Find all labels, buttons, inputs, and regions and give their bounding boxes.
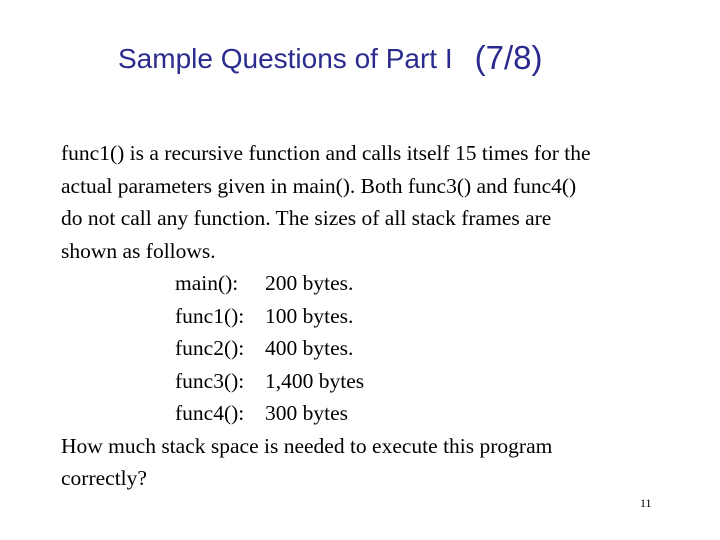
page-number: 11	[640, 496, 652, 510]
slide-body	[61, 137, 681, 495]
intro-line: func1() is a recursive function and calls itself 15 times for the	[61, 141, 591, 165]
frame-size: 200 bytes.	[265, 271, 354, 295]
intro-line: actual parameters given in main(). Both func3() and func4()	[61, 173, 577, 198]
frame-name: func3():	[175, 368, 245, 393]
frame-name: func1():	[175, 303, 245, 328]
frame-size: 1,400 bytes	[265, 368, 365, 393]
slide-title-number: (7/8)	[474, 39, 543, 76]
frame-size: 100 bytes.	[265, 303, 354, 328]
frame-name: func2():	[175, 336, 245, 360]
stack-frame-row-main	[61, 267, 681, 300]
slide-title	[118, 38, 542, 76]
frame-name: main():	[175, 271, 239, 295]
stack-frame-row-func1	[61, 300, 681, 333]
stack-frame-row-func3	[61, 365, 681, 398]
frame-size: 300 bytes	[265, 401, 349, 425]
intro-line: shown as follows.	[61, 238, 216, 263]
slide-title-text: Sample Questions of Part I	[118, 43, 453, 74]
stack-frame-row-func4	[61, 397, 681, 430]
frame-size: 400 bytes.	[265, 336, 354, 360]
question-line: correctly?	[61, 466, 147, 490]
stack-frame-row-func2	[61, 332, 681, 365]
frame-name: func4():	[175, 401, 245, 425]
question-line: How much stack space is needed to execute this program	[61, 433, 553, 458]
intro-line: do not call any function. The sizes of all stack frames are	[61, 206, 552, 230]
